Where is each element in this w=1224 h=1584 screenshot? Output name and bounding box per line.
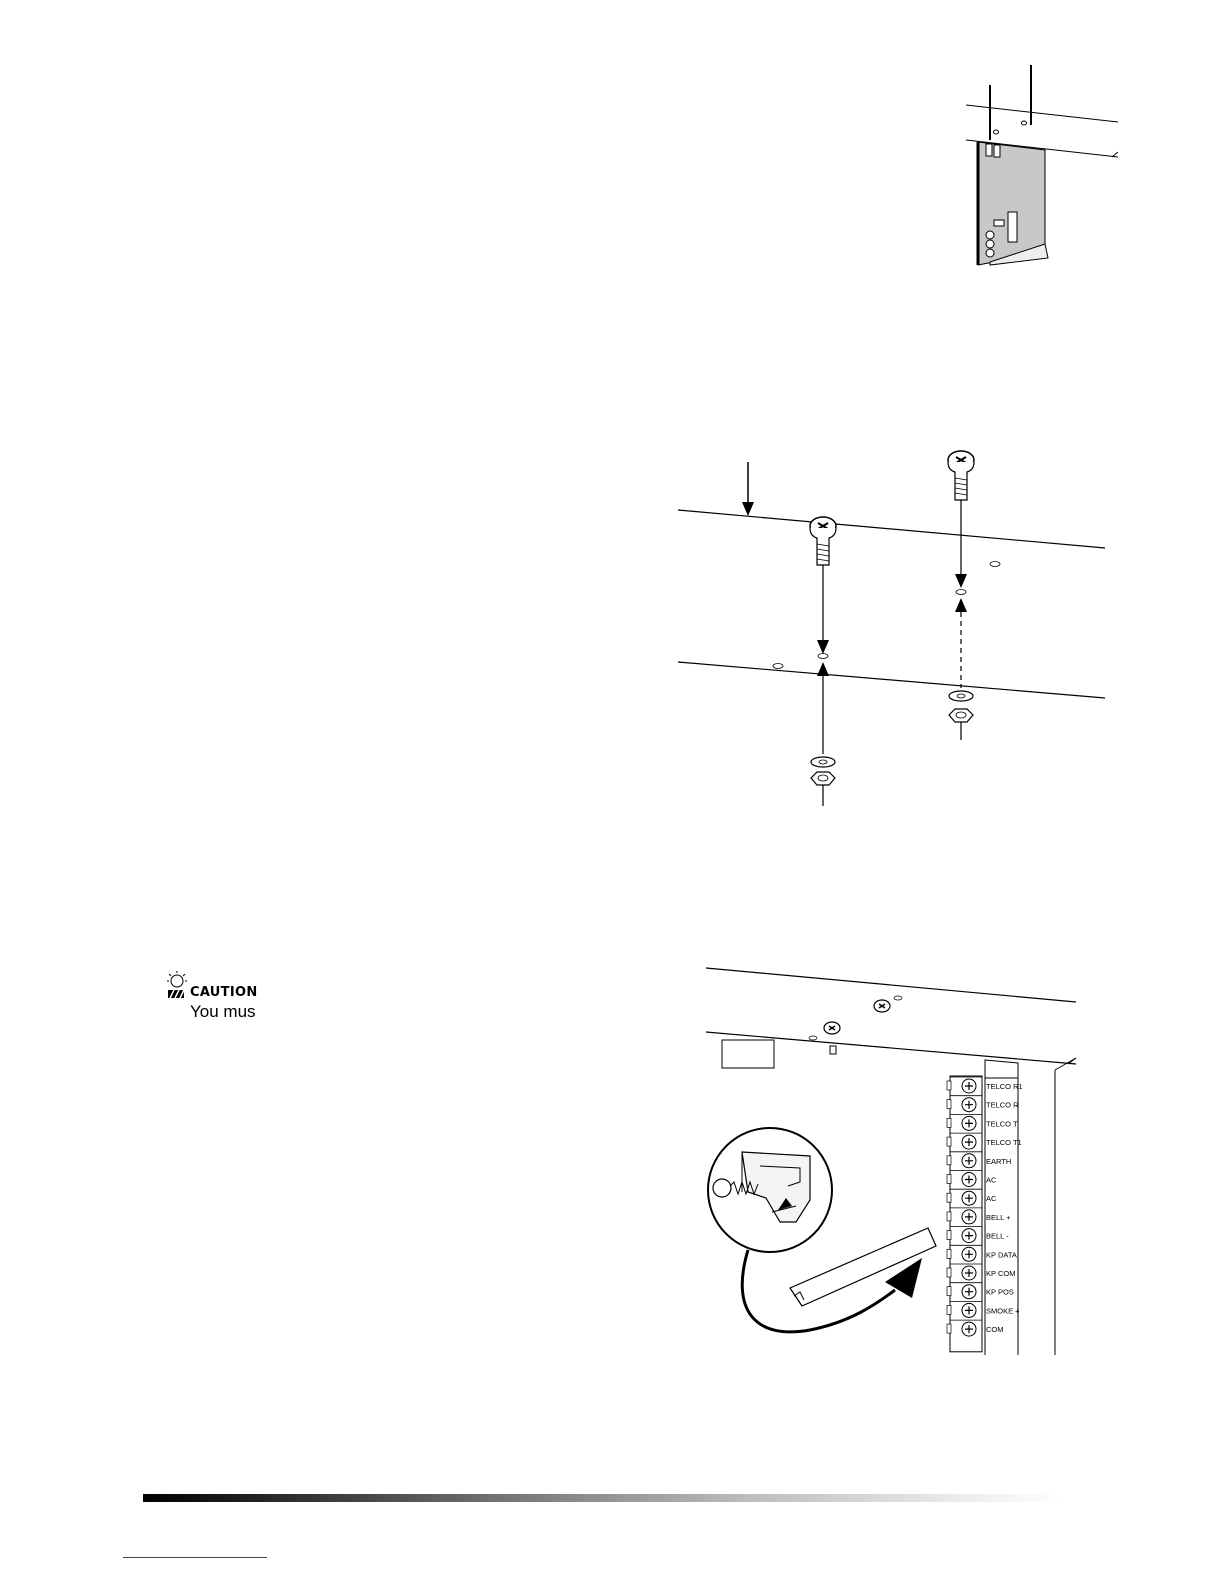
terminal-label: KP POS [986,1287,1014,1297]
hex-nut-icon [811,772,835,785]
terminal-label: KP DATA [986,1250,1017,1260]
board-mount-figure [950,60,1130,275]
terminal-label: TELCO R1 [986,1082,1023,1091]
washer-icon [811,757,835,767]
terminal-label: KP COM [986,1269,1016,1278]
phillips-screw-icon [948,451,974,500]
hex-nut-icon [949,709,973,722]
terminal-label: SMOKE + [986,1306,1020,1316]
phillips-screw-icon [824,1022,840,1034]
terminal-label: COM [986,1325,1004,1335]
phillips-screw-icon [810,517,836,565]
terminal-label: TELCO R [986,1100,1019,1110]
terminal-label: TELCO T1 [986,1138,1022,1148]
terminal-label: TELCO T [986,1119,1018,1129]
footer-bar [143,1494,1063,1502]
caution-heading: CAUTION [190,985,258,1000]
terminal-label: AC [986,1175,997,1185]
terminal-label: BELL - [986,1231,1009,1241]
washer-icon [949,691,973,701]
terminal-label: AC [986,1194,997,1204]
screw-mount-figure [670,440,1120,820]
terminal-label: BELL + [986,1212,1011,1222]
phillips-screw-icon [874,1000,890,1012]
footer-link-rule[interactable] [123,1557,267,1558]
wire-clamp-detail [708,1128,832,1252]
lightbulb-caution-icon [166,970,188,1002]
terminal-block-figure [700,960,1080,1380]
terminal-label: EARTH [986,1156,1012,1166]
caution-text: You mus [190,1002,256,1021]
